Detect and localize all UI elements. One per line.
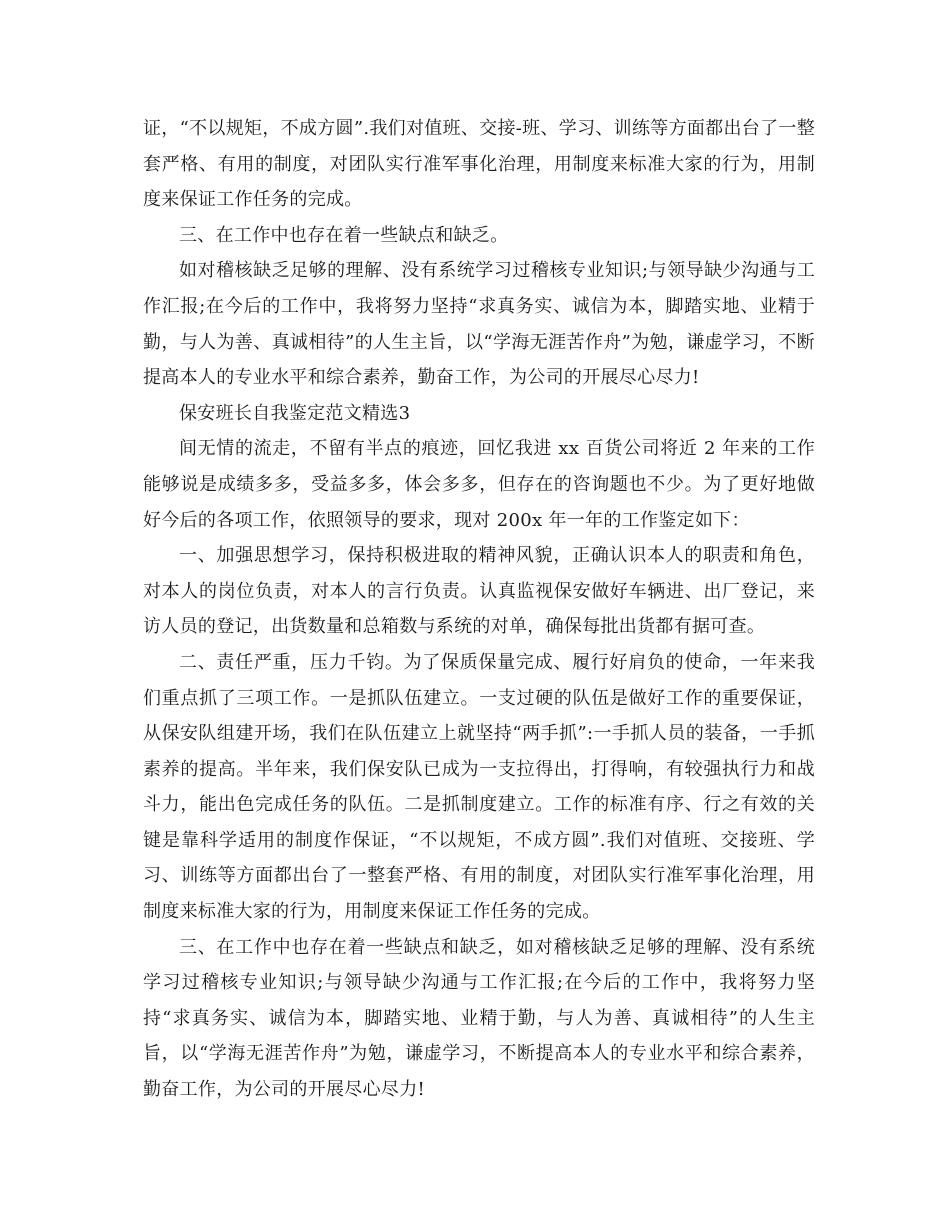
paragraph-shortcomings-detail: 如对稽核缺乏足够的理解、没有系统学习过稽核专业知识;与领导缺少沟通与工作汇报;在今后的工作中，我将努力坚持“求真务实、诚信为本，脚踏实地、业精于勤，与人为善、真诚相待”的人生主旨，以“学海无涯苦作舟”为勉，谦虚学习，不断提高本人的专业水平和综合素养，勤奋工作，为公司的开展尽心尽力! bbox=[143, 260, 815, 389]
paragraph-point-two: 二、责任严重，压力千钧。为了保质保量完成、履行好肩负的使命，一年来我们重点抓了三项工作。一是抓队伍建立。一支过硬的队伍是做好工作的重要保证，从保安队组建开场，我们在队伍建立上就坚持“两手抓”:一手抓人员的装备，一手抓素养的提高。半年来，我们保安队已成为一支拉得出，打得响，有较强执行力和战斗力，能出色完成任务的队伍。二是抓制度建立。工作的标准有序、行之有效的关键是靠科学适用的制度作保证，“不以规矩，不成方圆”.我们对值班、交接班、学习、训练等方面都出台了一整套严格、有用的制度，对团队实行准军事化治理，用制度来标准大家的行为，用制度来保证工作任务的完成。 bbox=[143, 651, 815, 923]
paragraph-point-one: 一、加强思想学习，保持积极进取的精神风貌，正确认识本人的职责和角色，对本人的岗位负责，对本人的言行负责。认真监视保安做好车辆进、出厂登记，来访人员的登记，出货数量和总箱数与系统的对单，确保每批出货都有据可查。 bbox=[143, 545, 815, 638]
paragraph-shortcomings-heading: 三、在工作中也存在着一些缺点和缺乏。 bbox=[179, 224, 509, 246]
paragraph-intro: 间无情的流走，不留有半点的痕迹，回忆我进 xx 百货公司将近 2 年来的工作能够说是成绩多多，受益多多，体会多多，但存在的咨询题也不少。为了更好地做好今后的各项工作，依照领导的要求，现对 200x 年一年的工作鉴定如下： bbox=[143, 438, 815, 531]
paragraph-point-three: 三、在工作中也存在着一些缺点和缺乏，如对稽核缺乏足够的理解、没有系统学习过稽核专业知识;与领导缺少沟通与工作汇报;在今后的工作中，我将努力坚持“求真务实、诚信为本，脚踏实地、业精于勤，与人为善、真诚相待”的人生主旨，以“学海无涯苦作舟”为勉，谦虚学习，不断提高本人的专业水平和综合素养，勤奋工作，为公司的开展尽心尽力! bbox=[143, 936, 815, 1101]
document-body bbox=[143, 111, 815, 1108]
section-title: 保安班长自我鉴定范文精选3 bbox=[179, 402, 411, 424]
paragraph-continuation: 证，“不以规矩，不成方圆”.我们对值班、交接-班、学习、训练等方面都出台了一整套严格、有用的制度，对团队实行准军事化治理，用制度来标准大家的行为，用制度来保证工作任务的完成。 bbox=[143, 118, 815, 211]
